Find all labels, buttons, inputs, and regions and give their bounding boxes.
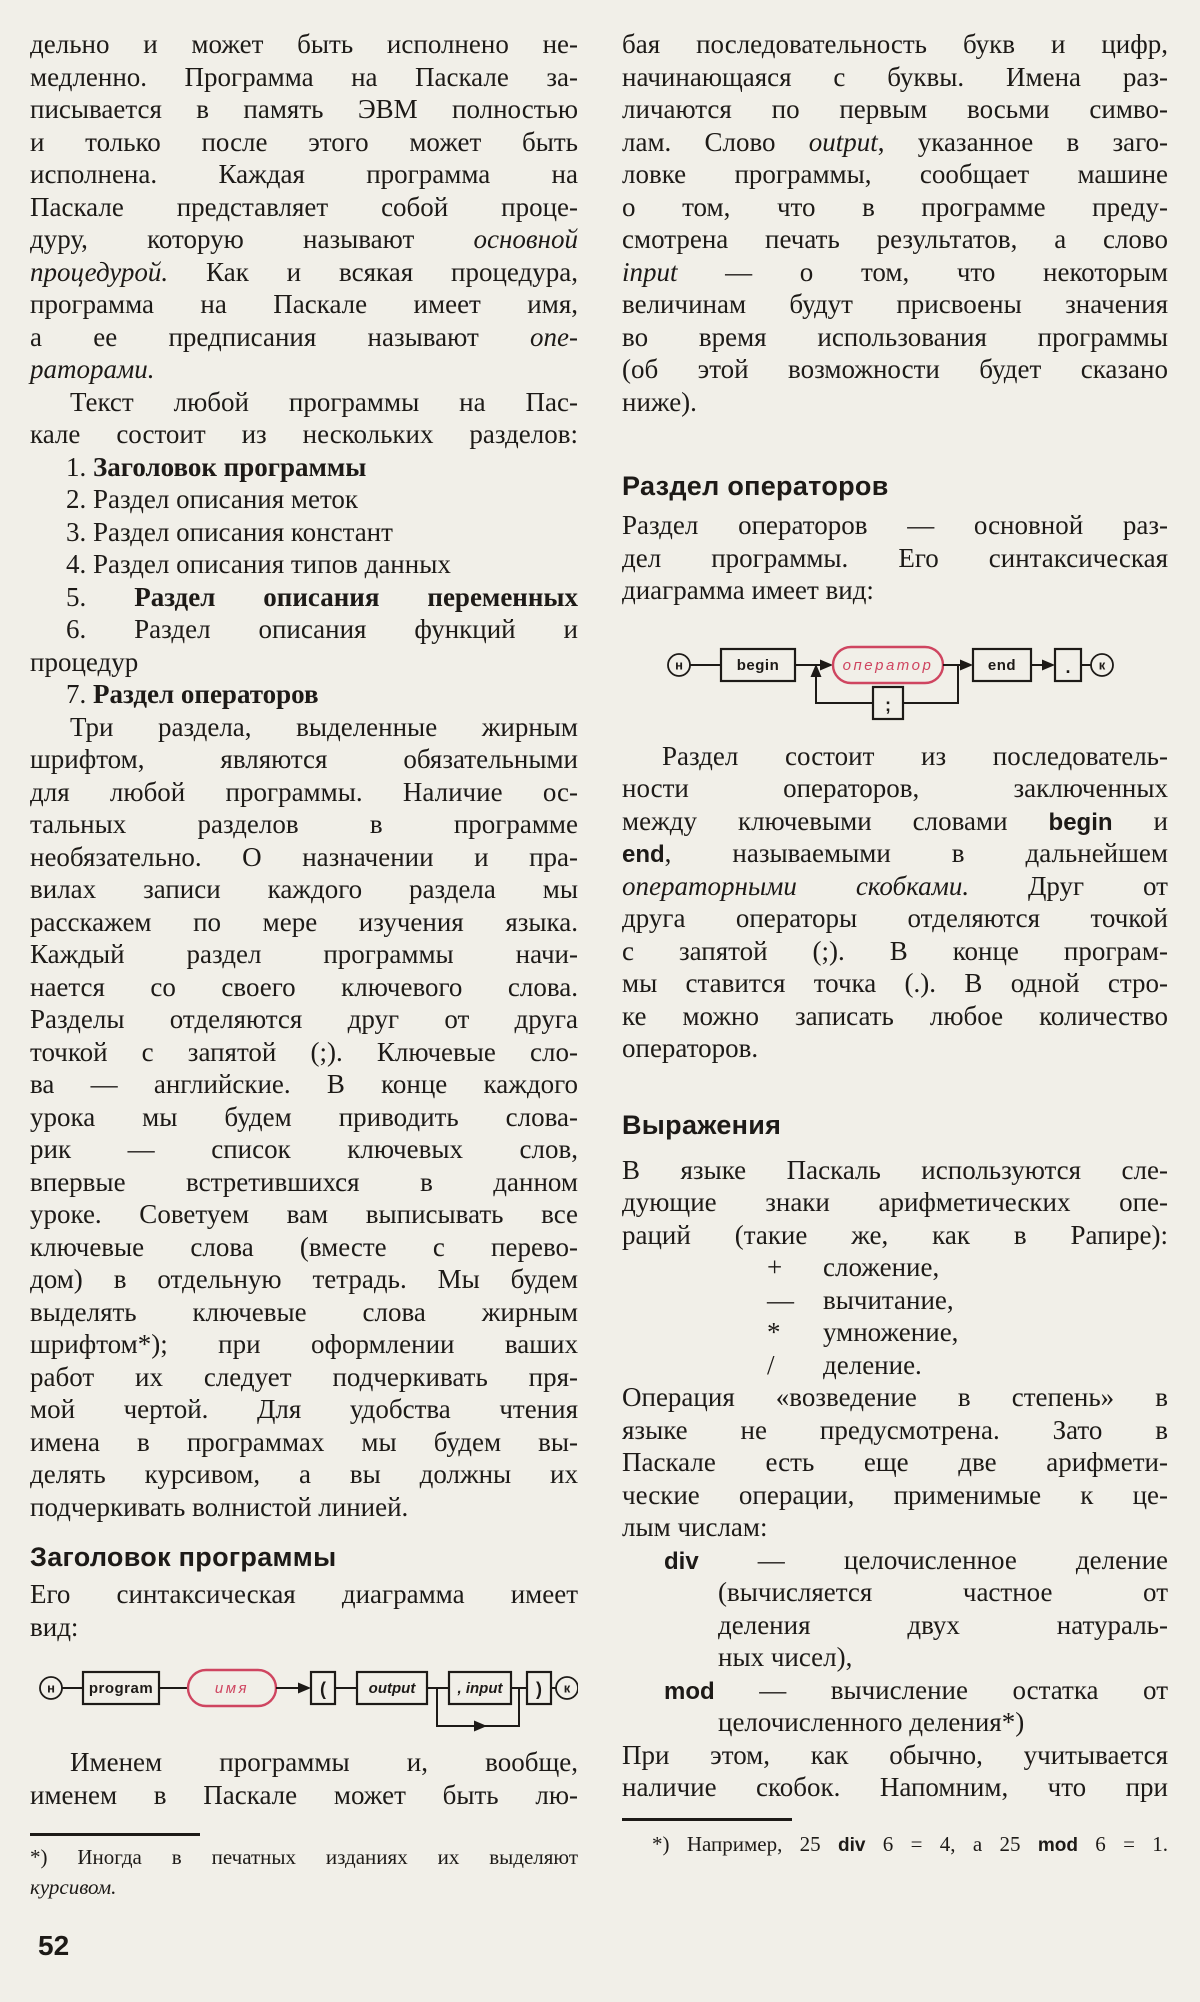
spacer	[622, 418, 1168, 470]
text-line	[30, 1746, 578, 1779]
spacer	[30, 1811, 578, 1833]
left-column	[30, 28, 578, 1962]
text-run: ва — английские. В конце каждого	[30, 1069, 578, 1099]
syntax-diagram-statement-section	[622, 625, 1168, 730]
text-line	[622, 870, 1168, 903]
section-heading: Раздел операторов	[622, 471, 889, 501]
text-run: Как и всякая процедура,	[168, 256, 578, 287]
arrowhead-right	[960, 659, 973, 670]
text-run: —	[767, 1284, 794, 1315]
text-run: процедурой.	[30, 256, 169, 287]
text-run: шрифтом, являются обязательными	[30, 744, 578, 774]
text-run: — о том, что некоторым	[677, 256, 1168, 287]
text-line	[30, 1426, 578, 1459]
text-run: операторов.	[622, 1033, 759, 1063]
text-run: тальных разделов в программе	[30, 809, 578, 839]
text-run: бая последовательность букв и цифр,	[622, 29, 1168, 59]
text-run: (об этой возможности будет сказано	[622, 354, 1168, 384]
paragraph	[622, 740, 1168, 1065]
text-line	[30, 1296, 578, 1329]
text-run: input	[622, 256, 678, 287]
text-run: 4. Раздел описания типов данных	[66, 549, 451, 579]
text-run: начинающаяся с буквы. Имена раз-	[622, 61, 1168, 92]
text-run: языке не предусмотрена. Зато в	[622, 1414, 1168, 1445]
paragraph	[622, 1154, 1168, 1252]
text-run: величинам будут присвоены значения	[622, 289, 1168, 319]
text-run: с запятой (;). В конце програм-	[622, 935, 1168, 966]
syntax-diagram-svg	[30, 1645, 578, 1737]
loop-line	[816, 673, 873, 703]
text-run: опе-	[530, 321, 578, 352]
text-line	[622, 837, 1168, 870]
text-line	[30, 711, 578, 744]
text-line	[30, 93, 578, 126]
text-run: между ключевыми словами	[622, 805, 1049, 836]
text-line	[30, 1328, 578, 1361]
text-line	[622, 353, 1168, 386]
text-line	[622, 935, 1168, 968]
text-line	[622, 191, 1168, 224]
text-line	[622, 1479, 1168, 1512]
text-run: подчеркивать волнистой линией.	[30, 1491, 409, 1522]
text-line	[622, 740, 1168, 773]
text-run: ловке программы, сообщает машине	[622, 159, 1168, 189]
text-line	[30, 126, 578, 159]
text-line	[622, 1349, 1168, 1382]
text-line	[30, 1003, 578, 1036]
text-line	[30, 743, 578, 776]
paragraph	[622, 1381, 1168, 1544]
text-run: 3. Раздел описания констант	[66, 516, 393, 547]
text-run: ческие операции, применимые к це-	[622, 1479, 1168, 1510]
text-line	[622, 574, 1168, 607]
text-line	[30, 1133, 578, 1166]
text-run: работ их следует подчеркивать пря-	[30, 1361, 578, 1392]
text-line	[30, 223, 578, 256]
diagram-label-input: , input	[457, 1680, 503, 1697]
text-run: дел программы. Его синтаксическая	[622, 542, 1168, 573]
text-line	[30, 1166, 578, 1199]
paragraph	[30, 28, 578, 386]
text-run: div	[838, 1834, 866, 1856]
text-line	[30, 451, 578, 484]
text-run: 5.	[66, 581, 135, 612]
text-line	[30, 873, 578, 906]
text-run: смотрена печать результатов, а слово	[622, 224, 1168, 254]
text-line	[30, 971, 578, 1004]
text-run: мой чертой. Для удобства чтения	[30, 1394, 578, 1424]
text-line	[30, 938, 578, 971]
diagram-label-dot: .	[1065, 656, 1071, 677]
text-run: и	[1112, 805, 1168, 836]
text-line	[30, 288, 578, 321]
text-run: впервые встретившихся в данном	[30, 1166, 578, 1197]
arrowhead-right	[820, 659, 833, 670]
text-line	[622, 1000, 1168, 1033]
text-run: лам. Слово	[622, 126, 809, 157]
text-line	[30, 158, 578, 191]
text-line	[622, 1739, 1168, 1772]
text-line	[30, 548, 578, 581]
text-run: лым числам:	[622, 1512, 768, 1542]
text-line	[30, 516, 578, 549]
text-line	[622, 902, 1168, 935]
text-run: дующие знаки арифметических опе-	[622, 1187, 1168, 1217]
start-node-label: н	[47, 1680, 55, 1696]
diagram-label-name: имя	[214, 1680, 250, 1697]
text-line	[622, 1641, 1168, 1674]
text-line	[622, 93, 1168, 126]
text-line	[622, 1609, 1168, 1642]
text-run: Паскале представляет собой проце-	[30, 191, 578, 222]
arrowhead-right	[1042, 659, 1055, 670]
text-line	[622, 28, 1168, 61]
text-line	[30, 483, 578, 516]
text-run: Три раздела, выделенные жирным	[70, 711, 578, 742]
text-run: , указанное в заго-	[877, 126, 1168, 157]
text-line	[622, 223, 1168, 256]
text-line	[622, 256, 1168, 289]
text-run: output	[808, 126, 878, 157]
text-run: целочисленного деления*)	[718, 1707, 1025, 1737]
text-line	[30, 1068, 578, 1101]
text-line	[622, 967, 1168, 1000]
text-line	[30, 1842, 578, 1872]
text-line	[622, 321, 1168, 354]
paragraph	[622, 1544, 1168, 1739]
text-line	[30, 191, 578, 224]
text-run: ке можно записать любое количество	[622, 1000, 1168, 1031]
footnote	[30, 1842, 578, 1902]
text-run: урока мы будем приводить слова-	[30, 1101, 578, 1132]
right-column	[622, 28, 1168, 1859]
paragraph	[622, 1251, 1168, 1381]
text-line	[622, 1316, 1168, 1349]
spacer	[622, 1804, 1168, 1818]
paragraph	[30, 1578, 578, 1643]
text-run: сложение,	[823, 1252, 940, 1282]
text-run: — целочисленное деление	[698, 1544, 1168, 1575]
end-node-label: к	[1098, 657, 1106, 672]
page-number: 52	[38, 1930, 70, 1961]
diagram-label-program: program	[88, 1680, 154, 1697]
text-line	[622, 1829, 1168, 1859]
text-line	[30, 1231, 578, 1264]
text-line	[622, 1511, 1168, 1544]
text-run: имена в программах мы будем вы-	[30, 1426, 578, 1457]
text-run: Раздел состоит из последователь-	[662, 740, 1168, 771]
text-run: расскажем по мере изучения языка.	[30, 906, 578, 937]
spacer	[622, 1821, 1168, 1829]
diagram-label-semicolon: ;	[885, 694, 891, 715]
text-line	[622, 1381, 1168, 1414]
text-run: Каждый раздел программы начи-	[30, 939, 578, 969]
text-run: мы ставится точка (.). В одной стро-	[622, 968, 1168, 998]
text-run: *	[767, 1317, 781, 1347]
text-line	[30, 613, 578, 646]
text-line	[622, 1032, 1168, 1065]
text-run: Паскале есть еще две арифмети-	[622, 1447, 1168, 1477]
text-line	[622, 772, 1168, 805]
text-line	[30, 1036, 578, 1069]
text-line	[30, 841, 578, 874]
spacer	[622, 1065, 1168, 1109]
spacer	[622, 1142, 1168, 1154]
spacer	[622, 607, 1168, 625]
text-run: При этом, как обычно, учитывается	[622, 1739, 1168, 1770]
text-run: диаграмма имеет вид:	[622, 575, 874, 605]
text-run: ных чисел),	[718, 1642, 853, 1672]
text-run: 6 = 4, а 25	[865, 1831, 1038, 1856]
text-line	[622, 1284, 1168, 1317]
text-run: основной	[473, 224, 578, 254]
text-line	[30, 386, 578, 419]
text-line	[622, 386, 1168, 419]
text-run: В языке Паскаль используются сле-	[622, 1154, 1168, 1185]
text-run: 6. Раздел описания функций и	[66, 614, 578, 644]
text-run: исполнена. Каждая программа на	[30, 159, 578, 189]
text-line	[622, 509, 1168, 542]
text-run: Разделы отделяются друг от друга	[30, 1004, 578, 1034]
text-run: ности операторов, заключенных	[622, 773, 1168, 803]
start-node-label: н	[675, 657, 683, 672]
text-run: Раздел операторов	[93, 679, 319, 709]
text-line	[622, 1674, 1168, 1707]
diagram-label-begin: begin	[736, 656, 780, 674]
text-line	[30, 1198, 578, 1231]
text-run: (вычисляется частное от	[718, 1577, 1168, 1607]
text-line	[30, 1779, 578, 1812]
text-line	[30, 28, 578, 61]
arrowhead-right	[474, 1721, 487, 1732]
diagram-label-close-paren: )	[536, 1679, 542, 1699]
text-run: ниже).	[622, 386, 697, 417]
text-run: точкой с запятой (;). Ключевые сло-	[30, 1036, 578, 1067]
text-line	[30, 1491, 578, 1524]
text-run: — вычисление остатка от	[714, 1674, 1168, 1705]
text-line	[622, 126, 1168, 159]
text-run: наличие скобок. Напомним, что при	[622, 1772, 1168, 1802]
text-line	[30, 61, 578, 94]
text-run: Раздел операторов — основной раз-	[622, 510, 1168, 540]
paragraph	[622, 1739, 1168, 1804]
text-line	[30, 1458, 578, 1491]
text-run: а ее предписания называют	[30, 321, 531, 352]
spacer	[30, 1902, 578, 1930]
text-run: нается со своего ключевого слова.	[30, 971, 578, 1002]
text-run: личаются по первым восьми симво-	[622, 94, 1168, 124]
text-line	[622, 1154, 1168, 1187]
paragraph	[622, 28, 1168, 418]
text-run: mod	[664, 1677, 715, 1705]
diagram-label-end: end	[987, 656, 1017, 674]
text-run: Заголовок программы	[93, 451, 367, 482]
text-line	[30, 678, 578, 711]
text-run: Друг от	[969, 870, 1168, 901]
text-run: end	[622, 841, 665, 868]
text-line	[622, 1414, 1168, 1447]
text-run: писывается в память ЭВМ полностью	[30, 94, 578, 124]
text-line	[622, 1219, 1168, 1252]
text-run: +	[767, 1252, 783, 1282]
syntax-diagram-program-header	[30, 1645, 578, 1742]
paragraph	[30, 711, 578, 1524]
spacer	[622, 730, 1168, 740]
text-run: begin	[1048, 808, 1113, 836]
text-run: раторами.	[30, 354, 155, 384]
text-run: о том, что в программе преду-	[622, 191, 1168, 222]
diagram-label-open-paren: (	[320, 1679, 326, 1699]
text-run: Именем программы и, вообще,	[70, 1747, 578, 1777]
text-run: 1.	[66, 451, 93, 482]
text-run: деление.	[823, 1349, 922, 1380]
text-run: умножение,	[823, 1317, 959, 1347]
text-line	[30, 1611, 578, 1644]
text-run: *) Иногда в печатных изданиях их выделяют	[30, 1845, 578, 1869]
text-line	[30, 646, 578, 679]
paragraph	[30, 386, 578, 451]
text-line	[622, 1771, 1168, 1804]
text-run: рик — список ключевых слов,	[30, 1134, 578, 1164]
text-run: 7.	[66, 679, 93, 709]
text-run: делять курсивом, а вы должны их	[30, 1459, 578, 1489]
text-run: для любой программы. Наличие ос-	[30, 776, 578, 807]
section-heading: Заголовок программы	[30, 1542, 337, 1572]
text-run: /	[767, 1349, 775, 1380]
paragraph	[30, 1746, 578, 1811]
text-run: Раздел описания переменных	[134, 581, 579, 612]
text-run: и только после этого может быть	[30, 126, 578, 157]
text-line	[622, 1706, 1168, 1739]
text-line	[622, 288, 1168, 321]
text-run: операторными скобками.	[622, 870, 970, 901]
text-run: кале состоит из нескольких разделов:	[30, 419, 578, 449]
text-run: во время использования программы	[622, 321, 1168, 352]
text-run: вычитание,	[823, 1284, 954, 1315]
text-run: *) Например, 25	[652, 1831, 839, 1856]
text-line	[30, 906, 578, 939]
text-run: Его синтаксическая диаграмма имеет	[30, 1579, 578, 1609]
text-run: mod	[1037, 1834, 1078, 1856]
text-line	[30, 353, 578, 386]
text-run: раций (такие же, как в Рапире):	[622, 1219, 1168, 1250]
text-run: Операция «возведение в степень» в	[622, 1382, 1168, 1412]
spacer	[30, 1523, 578, 1541]
text-run: выделять ключевые слова жирным	[30, 1296, 578, 1327]
text-run: процедур	[30, 646, 139, 677]
text-run: программа на Паскале имеет имя,	[30, 289, 578, 319]
text-run: ключевые слова (вместе с перево-	[30, 1231, 578, 1262]
text-run: , называемыми в дальнейшем	[664, 838, 1168, 868]
text-run: необязательно. О назначении и пра-	[30, 841, 578, 872]
text-run: деления двух натураль-	[718, 1609, 1168, 1640]
footnote	[622, 1829, 1168, 1859]
diagram-label-operator: оператор	[842, 656, 934, 674]
text-run: вилах записи каждого раздела мы	[30, 874, 578, 904]
text-run: div	[664, 1547, 699, 1575]
paragraph	[30, 451, 578, 711]
text-line	[30, 256, 578, 289]
end-node-label: к	[563, 1680, 571, 1696]
text-line	[30, 581, 578, 614]
text-line	[622, 1544, 1168, 1577]
text-line	[30, 1361, 578, 1394]
text-line	[30, 1872, 578, 1902]
text-run: дуру, которую называют	[30, 224, 474, 254]
text-line	[622, 805, 1168, 838]
text-line	[30, 776, 578, 809]
text-run: дом) в отдельную тетрадь. Мы будем	[30, 1264, 578, 1294]
syntax-diagram-svg	[622, 625, 1168, 725]
text-run: дельно и может быть исполнено не-	[30, 29, 578, 59]
text-run: друга операторы отделяются точкой	[622, 903, 1168, 933]
text-run: шрифтом*); при оформлении ваших	[30, 1329, 578, 1359]
text-line	[30, 1101, 578, 1134]
text-line	[622, 61, 1168, 94]
text-line	[30, 321, 578, 354]
text-run: именем в Паскале может быть лю-	[30, 1779, 578, 1810]
text-run: вид:	[30, 1611, 79, 1642]
text-run: Текст любой программы на Пас-	[70, 386, 578, 417]
text-run: 2. Раздел описания меток	[66, 484, 359, 514]
text-line	[622, 1251, 1168, 1284]
arrowhead-right	[298, 1683, 311, 1694]
diagram-label-output: output	[368, 1680, 416, 1697]
text-line	[30, 1393, 578, 1426]
text-run: медленно. Программа на Паскале за-	[30, 61, 578, 92]
text-line	[622, 1576, 1168, 1609]
section-heading: Выражения	[622, 1109, 782, 1140]
text-run: курсивом.	[30, 1875, 117, 1899]
text-run: 6 = 1.	[1077, 1831, 1168, 1856]
text-line	[30, 418, 578, 451]
text-run: уроке. Советуем вам выписывать все	[30, 1199, 578, 1229]
text-line	[622, 1446, 1168, 1479]
text-line	[30, 1263, 578, 1296]
text-line	[622, 1186, 1168, 1219]
paragraph	[622, 509, 1168, 607]
text-line	[622, 542, 1168, 575]
text-line	[622, 158, 1168, 191]
text-line	[30, 808, 578, 841]
text-line	[30, 1578, 578, 1611]
